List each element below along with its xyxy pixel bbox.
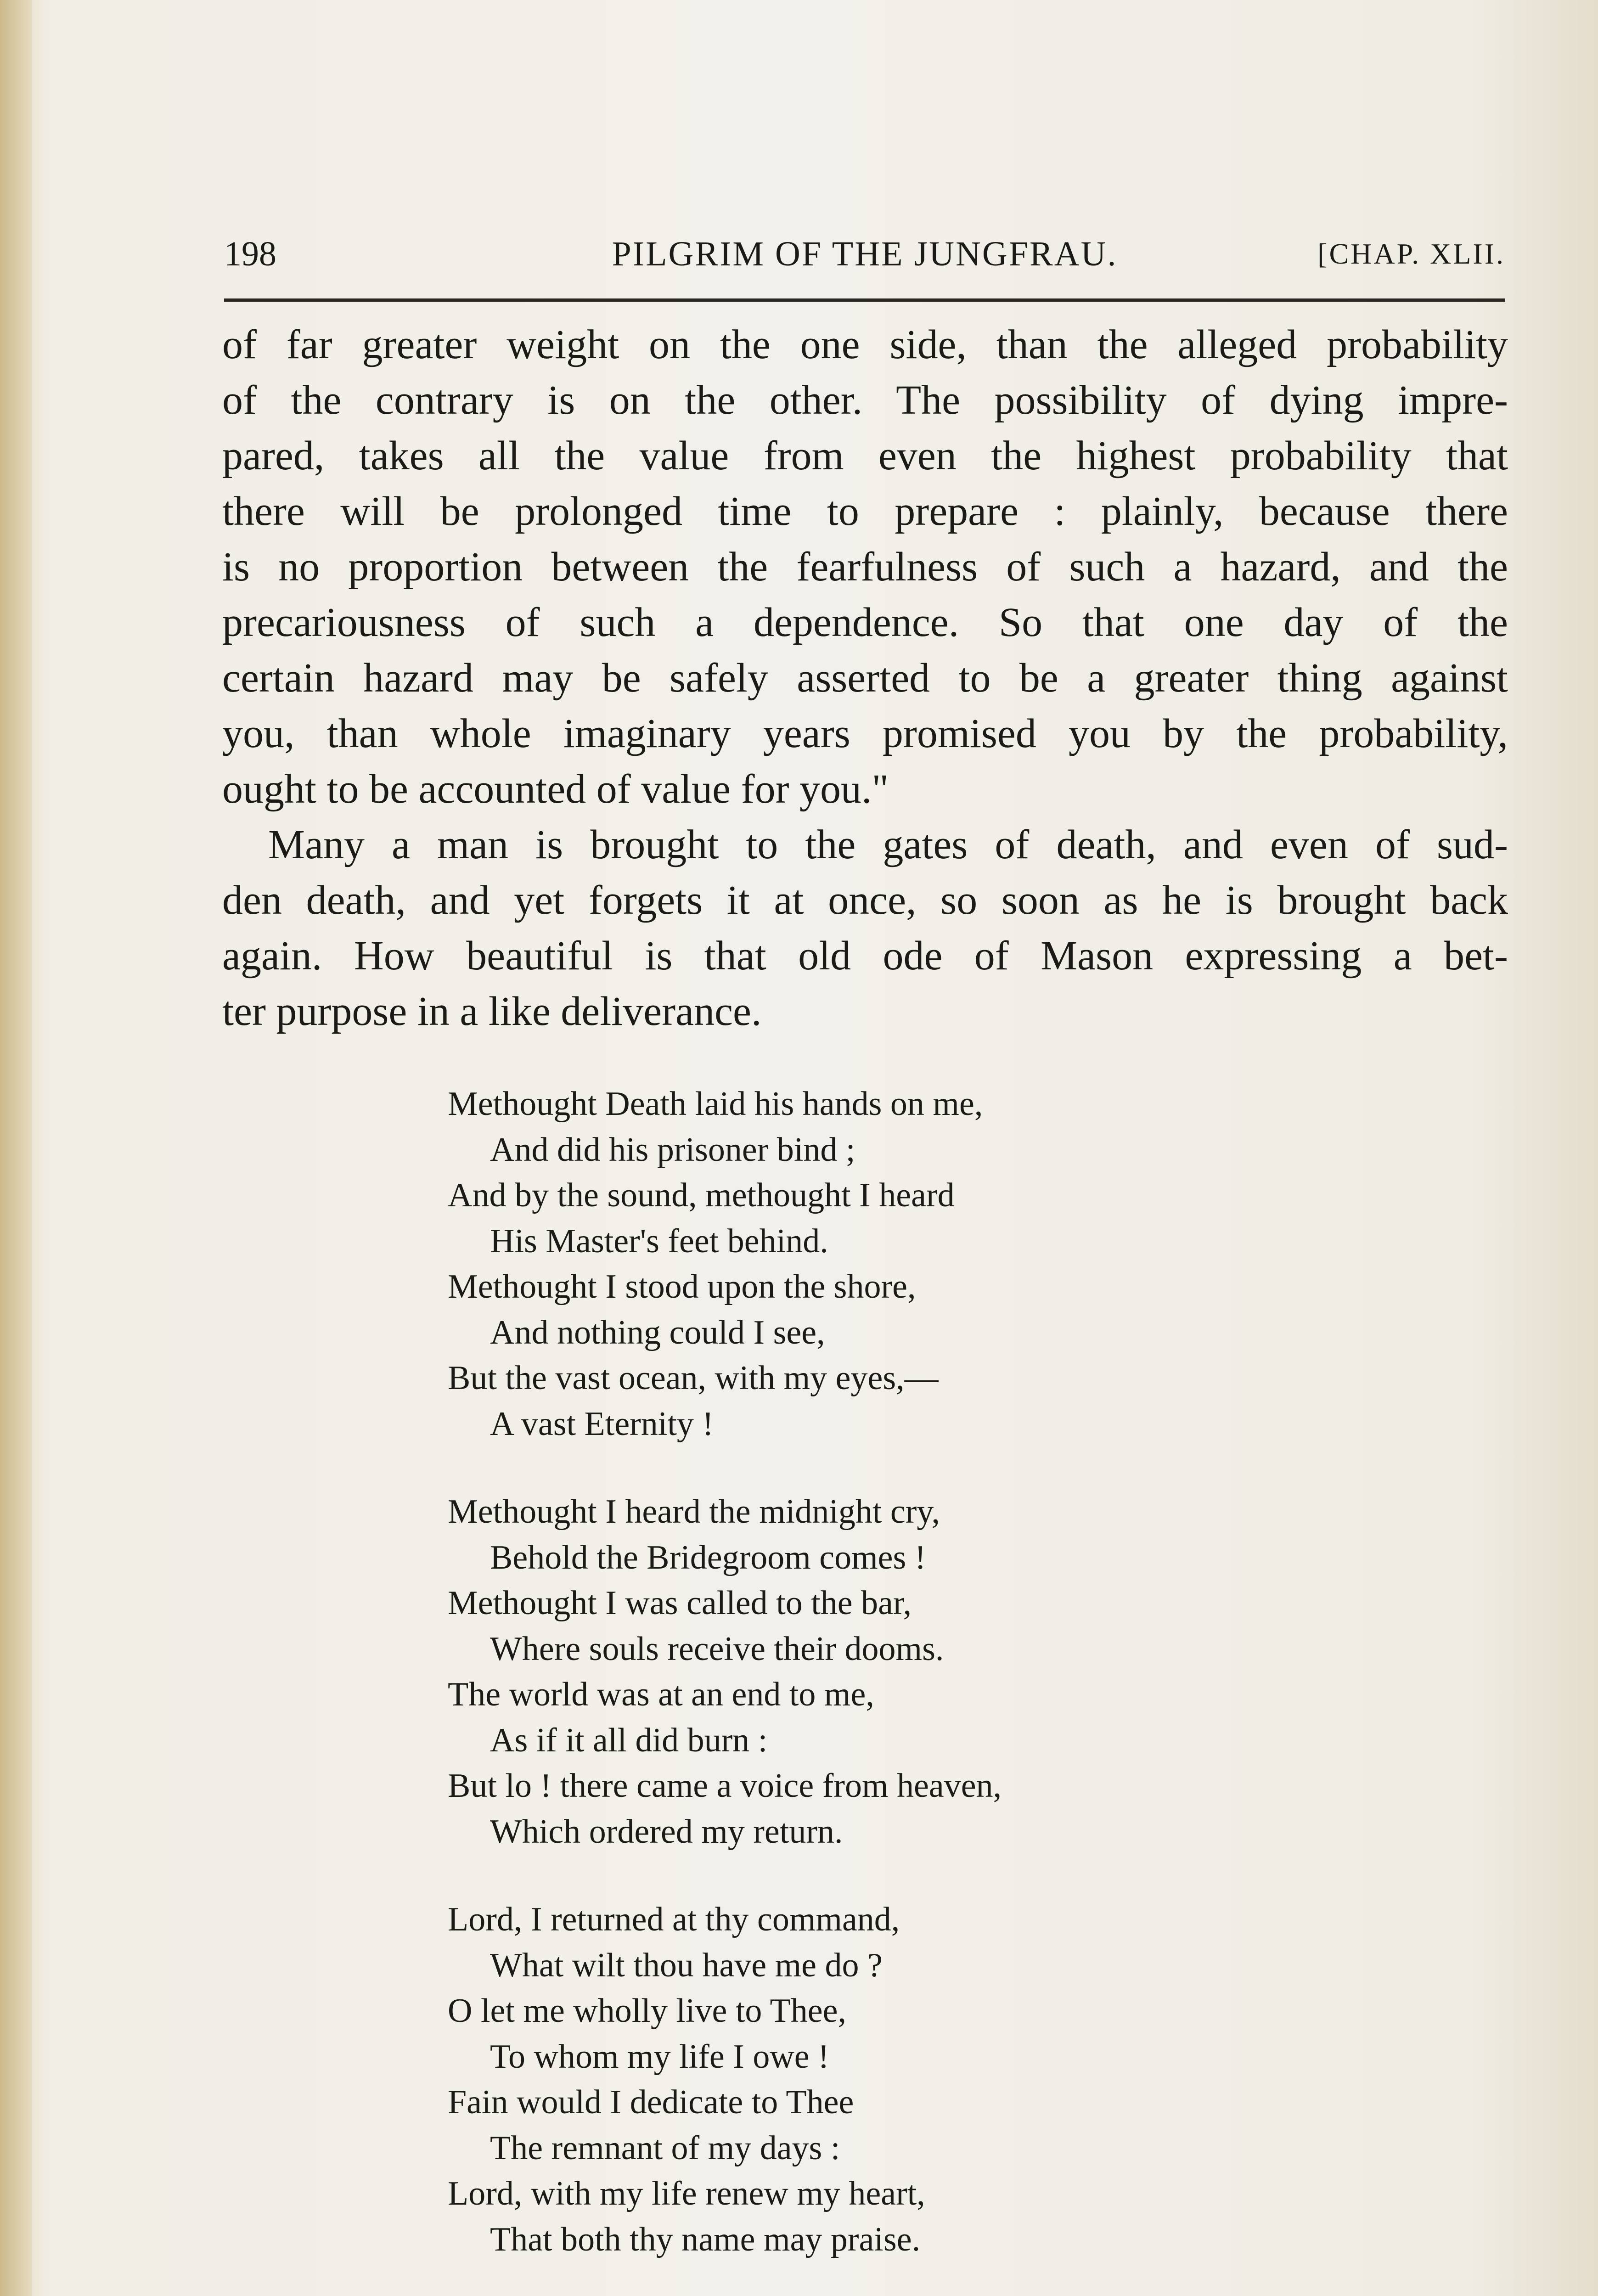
prose-line: again. How beautiful is that old ode of Mason expressing a bet- — [222, 933, 1508, 979]
page-number: 198 — [224, 235, 276, 273]
poem-line: And nothing could I see, — [490, 1313, 825, 1351]
prose-line: pared, takes all the value from even the highest probability that — [222, 433, 1508, 478]
poem-line: Methought I was called to the bar, — [448, 1584, 912, 1622]
prose-body — [222, 317, 1508, 1039]
prose-line: Many a man is brought to the gates of death, and even of sud- — [268, 822, 1508, 867]
poem-line: His Master's feet behind. — [490, 1222, 828, 1260]
poem-line: But the vast ocean, with my eyes,— — [448, 1359, 939, 1397]
poem-line: But lo ! there came a voice from heaven, — [448, 1767, 1002, 1805]
poem-line: Methought Death laid his hands on me, — [448, 1085, 983, 1123]
poem-line: And did his prisoner bind ; — [490, 1131, 855, 1169]
prose-line: of far greater weight on the one side, than the alleged probability — [222, 322, 1508, 367]
book-spine-edge — [0, 0, 32, 2296]
poem-line: Behold the Bridegroom comes ! — [490, 1538, 926, 1576]
prose-line: precariousness of such a dependence. So that one day of the — [222, 600, 1508, 645]
poem-line: Lord, I returned at thy command, — [448, 1901, 900, 1938]
prose-line: of the contrary is on the other. The possibility of dying impre- — [222, 377, 1508, 423]
prose-line: certain hazard may be safely asserted to be a greater thing against — [222, 655, 1508, 701]
running-header — [224, 233, 1505, 275]
prose-line: ought to be accounted of value for you." — [222, 766, 889, 812]
poem-line: A vast Eternity ! — [490, 1405, 714, 1443]
poem-stanza-2 — [448, 1489, 1228, 1855]
poem-line: The remnant of my days : — [490, 2129, 840, 2167]
poem-line: O let me wholly live to Thee, — [448, 1992, 846, 2030]
poem-line: To whom my life I owe ! — [490, 2037, 829, 2076]
prose-line: ter purpose in a like deliverance. — [222, 989, 762, 1034]
poem — [448, 1081, 1228, 2296]
poem-line: Which ordered my return. — [490, 1812, 843, 1851]
poem-line: As if it all did burn : — [490, 1721, 768, 1759]
poem-line: That both thy name may praise. — [490, 2220, 921, 2258]
poem-stanza-3 — [448, 1897, 1228, 2262]
poem-line: Fain would I dedicate to Thee — [448, 2083, 854, 2121]
poem-line: Methought I stood upon the shore, — [448, 1268, 916, 1306]
poem-stanza-1 — [448, 1081, 1228, 1447]
prose-line: den death, and yet forgets it at once, so soon as he is brought back — [222, 878, 1508, 923]
prose-line: you, than whole imaginary years promised you by the probability, — [222, 711, 1508, 756]
poem-line: What wilt thou have me do ? — [490, 1946, 883, 1984]
header-rule — [224, 298, 1505, 302]
prose-line: there will be prolonged time to prepare : plainly, because there — [222, 489, 1508, 534]
chapter-label: [CHAP. XLII. — [1317, 237, 1505, 270]
poem-line: Lord, with my life renew my heart, — [448, 2175, 925, 2212]
poem-line: The world was at an end to me, — [448, 1676, 874, 1713]
prose-line: is no proportion between the fearfulness of such a hazard, and the — [222, 544, 1508, 590]
poem-line: Methought I heard the midnight cry, — [448, 1493, 940, 1531]
poem-line: Where souls receive their dooms. — [490, 1630, 944, 1668]
poem-line: And by the sound, methought I heard — [448, 1176, 955, 1214]
running-title: PILGRIM OF THE JUNGFRAU. — [612, 235, 1118, 273]
